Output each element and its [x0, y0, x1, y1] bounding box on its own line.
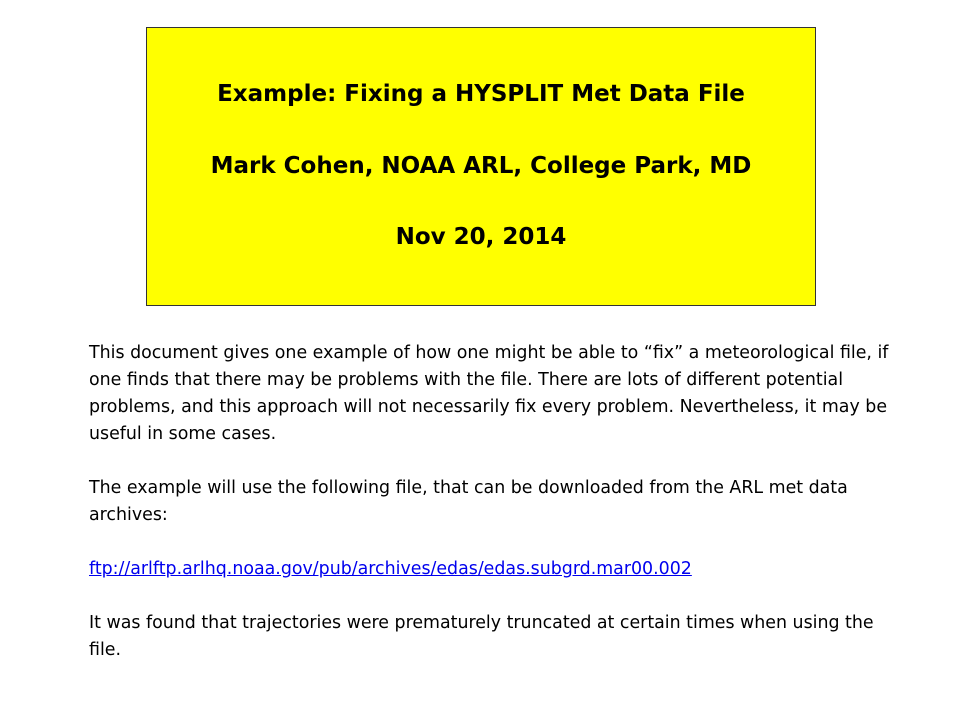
- file-intro-paragraph: The example will use the following file, that can be downloaded from the ARL met data archives:: [89, 478, 848, 525]
- date-line: Nov 20, 2014: [395, 224, 567, 251]
- intro-paragraph: This document gives one example of how one might be able to “fix” a meteorological file, if one finds that there may be problems with the file. There are lots of different potential problems, and this approach will not necessarily fix every problem. Nevertheless, it may be useful in some cases.: [89, 343, 889, 444]
- finding-paragraph: It was found that trajectories were prematurely truncated at certain times when using the file.: [89, 613, 874, 660]
- met-file-link[interactable]: ftp://arlftp.arlhq.noaa.gov/pub/archives/edas/edas.subgrd.mar00.002: [89, 559, 692, 579]
- file-link-paragraph: [89, 556, 889, 583]
- author-line: Mark Cohen, NOAA ARL, College Park, MD: [210, 152, 752, 179]
- document-title: Example: Fixing a HYSPLIT Met Data File: [217, 81, 745, 108]
- title-box: [146, 27, 816, 306]
- document-body: [89, 340, 889, 664]
